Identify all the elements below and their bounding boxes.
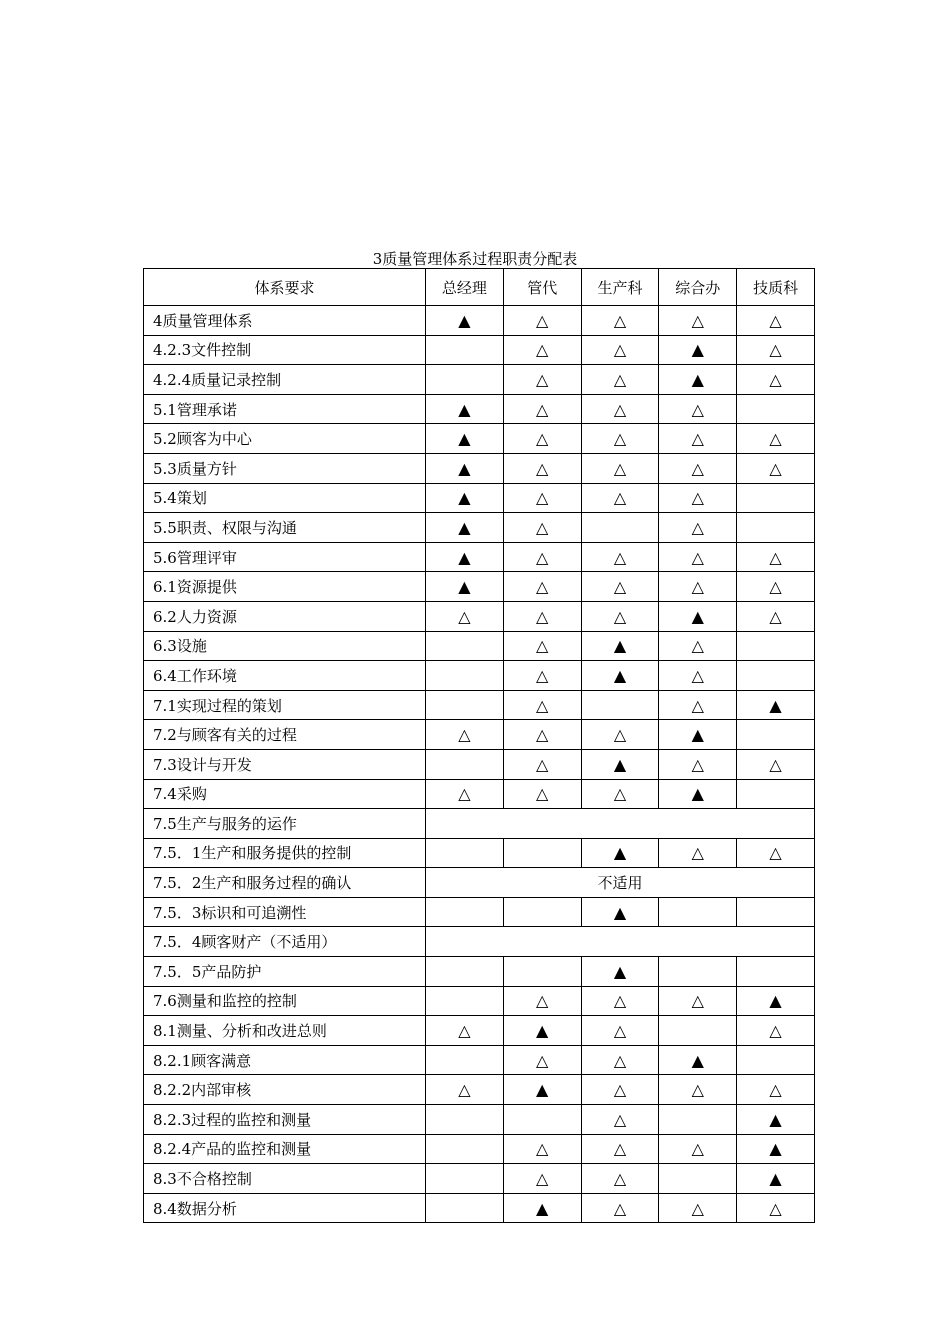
- mark-cell-admin-office: ▲: [659, 601, 737, 631]
- header-general-manager: 总经理: [426, 269, 504, 306]
- mark-cell-management-rep: △: [503, 1164, 581, 1194]
- table-row: [144, 868, 815, 898]
- mark-cell-general-manager: [426, 661, 504, 691]
- table-row: [144, 1164, 815, 1194]
- mark-cell-tech-quality-dept: △: [737, 749, 815, 779]
- mark-cell-admin-office: △: [659, 306, 737, 336]
- table-row: [144, 1075, 815, 1105]
- mark-cell-management-rep: ▲: [503, 1016, 581, 1046]
- mark-cell-production-dept: △: [581, 572, 659, 602]
- mark-cell-general-manager: △: [426, 720, 504, 750]
- mark-cell-management-rep: △: [503, 483, 581, 513]
- header-tech-quality-dept: 技质科: [737, 269, 815, 306]
- mark-cell-management-rep: ▲: [503, 1075, 581, 1105]
- mark-cell-admin-office: △: [659, 838, 737, 868]
- mark-cell-general-manager: ▲: [426, 306, 504, 336]
- mark-cell-production-dept: △: [581, 483, 659, 513]
- mark-cell-tech-quality-dept: △: [737, 453, 815, 483]
- table-row: [144, 749, 815, 779]
- mark-cell-production-dept: △: [581, 720, 659, 750]
- requirement-cell: 7.4采购: [144, 779, 426, 809]
- table-row: [144, 394, 815, 424]
- requirement-cell: 6.4工作环境: [144, 661, 426, 691]
- table-row: [144, 335, 815, 365]
- mark-cell-general-manager: ▲: [426, 453, 504, 483]
- requirement-cell: 4.2.3文件控制: [144, 335, 426, 365]
- table-row: [144, 897, 815, 927]
- mark-cell-management-rep: [503, 897, 581, 927]
- mark-cell-production-dept: △: [581, 1045, 659, 1075]
- mark-cell-general-manager: △: [426, 779, 504, 809]
- mark-cell-general-manager: △: [426, 601, 504, 631]
- mark-cell-admin-office: [659, 1105, 737, 1135]
- table-row: [144, 690, 815, 720]
- mark-cell-general-manager: ▲: [426, 542, 504, 572]
- table-row: [144, 1045, 815, 1075]
- mark-cell-tech-quality-dept: △: [737, 1193, 815, 1223]
- mark-cell-admin-office: △: [659, 749, 737, 779]
- mark-cell-admin-office: △: [659, 424, 737, 454]
- requirement-cell: 6.1资源提供: [144, 572, 426, 602]
- mark-cell-production-dept: △: [581, 424, 659, 454]
- mark-cell-general-manager: [426, 1105, 504, 1135]
- requirement-cell: 5.4策划: [144, 483, 426, 513]
- mark-cell-production-dept: △: [581, 542, 659, 572]
- mark-cell-tech-quality-dept: △: [737, 306, 815, 336]
- mark-cell-tech-quality-dept: [737, 779, 815, 809]
- requirement-cell: 7.5．5产品防护: [144, 957, 426, 987]
- mark-cell-tech-quality-dept: △: [737, 542, 815, 572]
- table-row: [144, 838, 815, 868]
- mark-cell-production-dept: △: [581, 453, 659, 483]
- mark-cell-admin-office: [659, 1016, 737, 1046]
- mark-cell-production-dept: [581, 690, 659, 720]
- table-row: [144, 957, 815, 987]
- mark-cell-management-rep: △: [503, 513, 581, 543]
- requirement-cell: 7.3设计与开发: [144, 749, 426, 779]
- mark-cell-management-rep: △: [503, 1045, 581, 1075]
- mark-cell-management-rep: △: [503, 424, 581, 454]
- mark-cell-tech-quality-dept: △: [737, 424, 815, 454]
- mark-cell-general-manager: ▲: [426, 572, 504, 602]
- mark-cell-admin-office: [659, 957, 737, 987]
- mark-cell-general-manager: [426, 335, 504, 365]
- mark-cell-production-dept: ▲: [581, 897, 659, 927]
- header-requirement: 体系要求: [144, 269, 426, 306]
- requirement-cell: 8.3不合格控制: [144, 1164, 426, 1194]
- mark-cell-tech-quality-dept: △: [737, 838, 815, 868]
- mark-cell-tech-quality-dept: ▲: [737, 1105, 815, 1135]
- mark-cell-production-dept: △: [581, 1164, 659, 1194]
- requirement-cell: 5.5职责、权限与沟通: [144, 513, 426, 543]
- requirement-cell: 7.1实现过程的策划: [144, 690, 426, 720]
- mark-cell-admin-office: [659, 1164, 737, 1194]
- header-row: [144, 269, 815, 306]
- mark-cell-production-dept: ▲: [581, 749, 659, 779]
- requirement-cell: 8.2.3过程的监控和测量: [144, 1105, 426, 1135]
- header-management-rep: 管代: [503, 269, 581, 306]
- mark-cell-general-manager: [426, 957, 504, 987]
- mark-cell-production-dept: ▲: [581, 661, 659, 691]
- mark-cell-admin-office: △: [659, 453, 737, 483]
- mark-cell-general-manager: [426, 631, 504, 661]
- merged-note-cell: [426, 809, 815, 839]
- requirement-cell: 7.5．1生产和服务提供的控制: [144, 838, 426, 868]
- table-row: [144, 483, 815, 513]
- requirement-cell: 7.5．2生产和服务过程的确认: [144, 868, 426, 898]
- mark-cell-management-rep: △: [503, 690, 581, 720]
- requirement-cell: 7.5．3标识和可追溯性: [144, 897, 426, 927]
- mark-cell-management-rep: △: [503, 749, 581, 779]
- mark-cell-tech-quality-dept: △: [737, 365, 815, 395]
- mark-cell-general-manager: [426, 986, 504, 1016]
- mark-cell-tech-quality-dept: [737, 897, 815, 927]
- merged-note-cell: [426, 927, 815, 957]
- mark-cell-management-rep: △: [503, 365, 581, 395]
- table-row: [144, 661, 815, 691]
- mark-cell-management-rep: [503, 838, 581, 868]
- mark-cell-tech-quality-dept: [737, 957, 815, 987]
- mark-cell-general-manager: [426, 690, 504, 720]
- mark-cell-management-rep: ▲: [503, 1193, 581, 1223]
- header-production-dept: 生产科: [581, 269, 659, 306]
- requirement-cell: 7.5生产与服务的运作: [144, 809, 426, 839]
- merged-note-cell: 不适用: [426, 868, 815, 898]
- requirement-cell: 6.2人力资源: [144, 601, 426, 631]
- mark-cell-production-dept: △: [581, 1105, 659, 1135]
- mark-cell-production-dept: △: [581, 306, 659, 336]
- table-row: [144, 365, 815, 395]
- mark-cell-general-manager: [426, 897, 504, 927]
- mark-cell-production-dept: △: [581, 1075, 659, 1105]
- mark-cell-admin-office: △: [659, 572, 737, 602]
- mark-cell-production-dept: △: [581, 394, 659, 424]
- mark-cell-management-rep: △: [503, 306, 581, 336]
- requirement-cell: 4质量管理体系: [144, 306, 426, 336]
- mark-cell-admin-office: △: [659, 1134, 737, 1164]
- mark-cell-production-dept: △: [581, 1016, 659, 1046]
- mark-cell-tech-quality-dept: ▲: [737, 690, 815, 720]
- mark-cell-admin-office: △: [659, 1193, 737, 1223]
- requirement-cell: 8.4数据分析: [144, 1193, 426, 1223]
- table-row: [144, 1193, 815, 1223]
- requirement-cell: 7.6测量和监控的控制: [144, 986, 426, 1016]
- table-row: [144, 809, 815, 839]
- requirement-cell: 5.6管理评审: [144, 542, 426, 572]
- mark-cell-general-manager: △: [426, 1075, 504, 1105]
- table-row: [144, 1016, 815, 1046]
- mark-cell-management-rep: △: [503, 720, 581, 750]
- requirement-cell: 5.3质量方针: [144, 453, 426, 483]
- requirement-cell: 8.2.2内部审核: [144, 1075, 426, 1105]
- table-row: [144, 1105, 815, 1135]
- mark-cell-production-dept: △: [581, 601, 659, 631]
- mark-cell-general-manager: ▲: [426, 424, 504, 454]
- mark-cell-admin-office: △: [659, 1075, 737, 1105]
- mark-cell-production-dept: [581, 513, 659, 543]
- mark-cell-production-dept: △: [581, 1193, 659, 1223]
- table-row: [144, 631, 815, 661]
- mark-cell-admin-office: [659, 897, 737, 927]
- mark-cell-admin-office: △: [659, 483, 737, 513]
- mark-cell-tech-quality-dept: [737, 1045, 815, 1075]
- requirement-cell: 8.1测量、分析和改进总则: [144, 1016, 426, 1046]
- mark-cell-tech-quality-dept: △: [737, 1016, 815, 1046]
- table-row: [144, 572, 815, 602]
- mark-cell-management-rep: △: [503, 1134, 581, 1164]
- mark-cell-management-rep: [503, 1105, 581, 1135]
- mark-cell-general-manager: ▲: [426, 513, 504, 543]
- mark-cell-admin-office: ▲: [659, 1045, 737, 1075]
- mark-cell-admin-office: ▲: [659, 335, 737, 365]
- mark-cell-tech-quality-dept: [737, 394, 815, 424]
- table-row: [144, 453, 815, 483]
- mark-cell-management-rep: △: [503, 394, 581, 424]
- table-row: [144, 424, 815, 454]
- mark-cell-management-rep: △: [503, 661, 581, 691]
- mark-cell-tech-quality-dept: [737, 483, 815, 513]
- table-row: [144, 1134, 815, 1164]
- mark-cell-tech-quality-dept: [737, 720, 815, 750]
- requirement-cell: 8.2.4产品的监控和测量: [144, 1134, 426, 1164]
- table-row: [144, 779, 815, 809]
- mark-cell-management-rep: △: [503, 335, 581, 365]
- mark-cell-production-dept: ▲: [581, 838, 659, 868]
- mark-cell-management-rep: △: [503, 779, 581, 809]
- mark-cell-tech-quality-dept: ▲: [737, 1164, 815, 1194]
- mark-cell-management-rep: △: [503, 986, 581, 1016]
- mark-cell-general-manager: [426, 1045, 504, 1075]
- mark-cell-production-dept: ▲: [581, 631, 659, 661]
- requirement-cell: 7.2与顾客有关的过程: [144, 720, 426, 750]
- mark-cell-tech-quality-dept: [737, 513, 815, 543]
- mark-cell-tech-quality-dept: ▲: [737, 986, 815, 1016]
- mark-cell-admin-office: △: [659, 631, 737, 661]
- mark-cell-admin-office: △: [659, 986, 737, 1016]
- mark-cell-production-dept: ▲: [581, 957, 659, 987]
- mark-cell-general-manager: [426, 749, 504, 779]
- mark-cell-tech-quality-dept: △: [737, 572, 815, 602]
- responsibility-table: [143, 268, 815, 1223]
- mark-cell-admin-office: △: [659, 661, 737, 691]
- table-row: [144, 306, 815, 336]
- mark-cell-admin-office: △: [659, 394, 737, 424]
- table-row: [144, 513, 815, 543]
- mark-cell-general-manager: △: [426, 1016, 504, 1046]
- requirement-cell: 5.1管理承诺: [144, 394, 426, 424]
- table-row: [144, 601, 815, 631]
- table-row: [144, 927, 815, 957]
- mark-cell-tech-quality-dept: [737, 631, 815, 661]
- mark-cell-tech-quality-dept: ▲: [737, 1134, 815, 1164]
- mark-cell-admin-office: ▲: [659, 720, 737, 750]
- mark-cell-management-rep: [503, 957, 581, 987]
- mark-cell-general-manager: [426, 1134, 504, 1164]
- requirement-cell: 5.2顾客为中心: [144, 424, 426, 454]
- mark-cell-general-manager: [426, 1193, 504, 1223]
- page-title: 3质量管理体系过程职责分配表: [372, 250, 578, 268]
- mark-cell-management-rep: △: [503, 542, 581, 572]
- mark-cell-production-dept: △: [581, 986, 659, 1016]
- mark-cell-admin-office: ▲: [659, 779, 737, 809]
- mark-cell-production-dept: △: [581, 335, 659, 365]
- mark-cell-general-manager: ▲: [426, 394, 504, 424]
- table-row: [144, 720, 815, 750]
- mark-cell-admin-office: △: [659, 513, 737, 543]
- table-row: [144, 542, 815, 572]
- mark-cell-production-dept: △: [581, 779, 659, 809]
- mark-cell-general-manager: [426, 1164, 504, 1194]
- mark-cell-tech-quality-dept: [737, 661, 815, 691]
- mark-cell-general-manager: [426, 365, 504, 395]
- mark-cell-management-rep: △: [503, 453, 581, 483]
- requirement-cell: 4.2.4质量记录控制: [144, 365, 426, 395]
- mark-cell-general-manager: [426, 838, 504, 868]
- mark-cell-admin-office: ▲: [659, 365, 737, 395]
- mark-cell-tech-quality-dept: △: [737, 601, 815, 631]
- mark-cell-management-rep: △: [503, 572, 581, 602]
- mark-cell-tech-quality-dept: △: [737, 335, 815, 365]
- mark-cell-admin-office: △: [659, 542, 737, 572]
- requirement-cell: 8.2.1顾客满意: [144, 1045, 426, 1075]
- mark-cell-production-dept: △: [581, 1134, 659, 1164]
- mark-cell-admin-office: △: [659, 690, 737, 720]
- requirement-cell: 6.3设施: [144, 631, 426, 661]
- mark-cell-tech-quality-dept: △: [737, 1075, 815, 1105]
- mark-cell-general-manager: ▲: [426, 483, 504, 513]
- header-admin-office: 综合办: [659, 269, 737, 306]
- mark-cell-management-rep: △: [503, 631, 581, 661]
- mark-cell-production-dept: △: [581, 365, 659, 395]
- mark-cell-management-rep: △: [503, 601, 581, 631]
- requirement-cell: 7.5．4顾客财产（不适用）: [144, 927, 426, 957]
- table-row: [144, 986, 815, 1016]
